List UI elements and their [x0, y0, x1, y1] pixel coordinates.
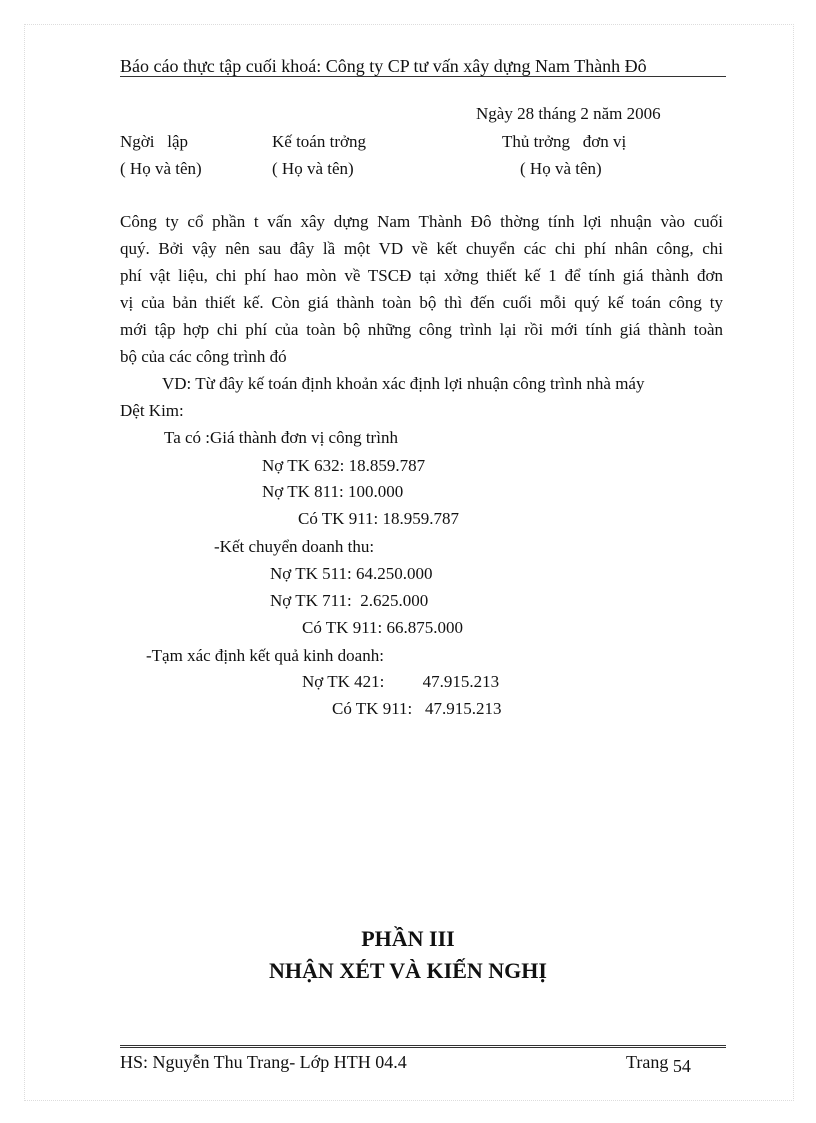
footer-page	[626, 1052, 691, 1076]
paragraph-line: Công ty cổ phần t vấn xây dựng Nam Thành Đô thờng tính lợi nhuận vào cuối	[120, 212, 723, 231]
signature-name-accountant: ( Họ và tên)	[272, 159, 354, 178]
entry-line: -Kết chuyển doanh thu:	[214, 537, 375, 556]
signature-role-preparer: Ngời lập	[120, 132, 189, 151]
entry-line: Có TK 911: 66.875.000	[302, 618, 464, 637]
example-line: VD: Từ đây kế toán định khoản xác định lợi nhuận công trình nhà máy	[162, 374, 645, 393]
paragraph-line: mới tập hợp chi phí của toàn bộ những công trình lại rồi mới tính giá thành toàn	[120, 320, 723, 339]
page-header: Báo cáo thực tập cuối khoá: Công ty CP tư vấn xây dựng Nam Thành Đô	[120, 56, 647, 76]
paragraph-line: bộ của các công trình đó	[120, 347, 287, 366]
date-line: Ngày 28 tháng 2 năm 2006	[476, 104, 661, 123]
page-number: 54	[672, 1056, 691, 1076]
paragraph-line: phí vật liệu, chi phí hao mòn về TSCĐ tại xởng thiết kế 1 để tính giá thành đơn	[120, 266, 723, 285]
entry-line: Nợ TK 811: 100.000	[262, 482, 404, 501]
signature-name-preparer: ( Họ và tên)	[120, 159, 202, 178]
example-line: Dệt Kim:	[120, 401, 184, 420]
section-part: PHẦN III	[361, 926, 455, 951]
page-label: Trang	[626, 1052, 669, 1072]
signature-role-head: Thủ trởng đơn vị	[502, 132, 627, 151]
footer-author: HS: Nguyễn Thu Trang- Lớp HTH 04.4	[120, 1052, 407, 1072]
entry-line: Nợ TK 632: 18.859.787	[262, 456, 426, 475]
entry-line: Ta có :Giá thành đơn vị công trình	[164, 428, 398, 447]
entry-line: -Tạm xác định kết quả kinh doanh:	[146, 646, 384, 665]
entry-line: Nợ TK 511: 64.250.000	[270, 564, 433, 583]
footer-rule	[120, 1045, 726, 1048]
signature-role-accountant: Kế toán trởng	[272, 132, 366, 151]
signature-name-head: ( Họ và tên)	[520, 159, 602, 178]
entry-line: Có TK 911: 18.959.787	[298, 509, 460, 528]
section-title: NHẬN XÉT VÀ KIẾN NGHỊ	[269, 958, 547, 983]
paragraph-line: vị của bản thiết kế. Còn giá thành toàn bộ thì đến cuối mỗi quý kế toán công ty	[120, 293, 723, 312]
entry-line: Có TK 911: 47.915.213	[332, 699, 502, 718]
paragraph-line: quý. Bởi vậy nên sau đây lầ một VD về kết chuyển các chi phí nhân công, chi	[120, 239, 723, 258]
header-rule	[120, 76, 726, 77]
entry-line: Nợ TK 711: 2.625.000	[270, 591, 429, 610]
entry-line: Nợ TK 421: 47.915.213	[302, 672, 500, 691]
